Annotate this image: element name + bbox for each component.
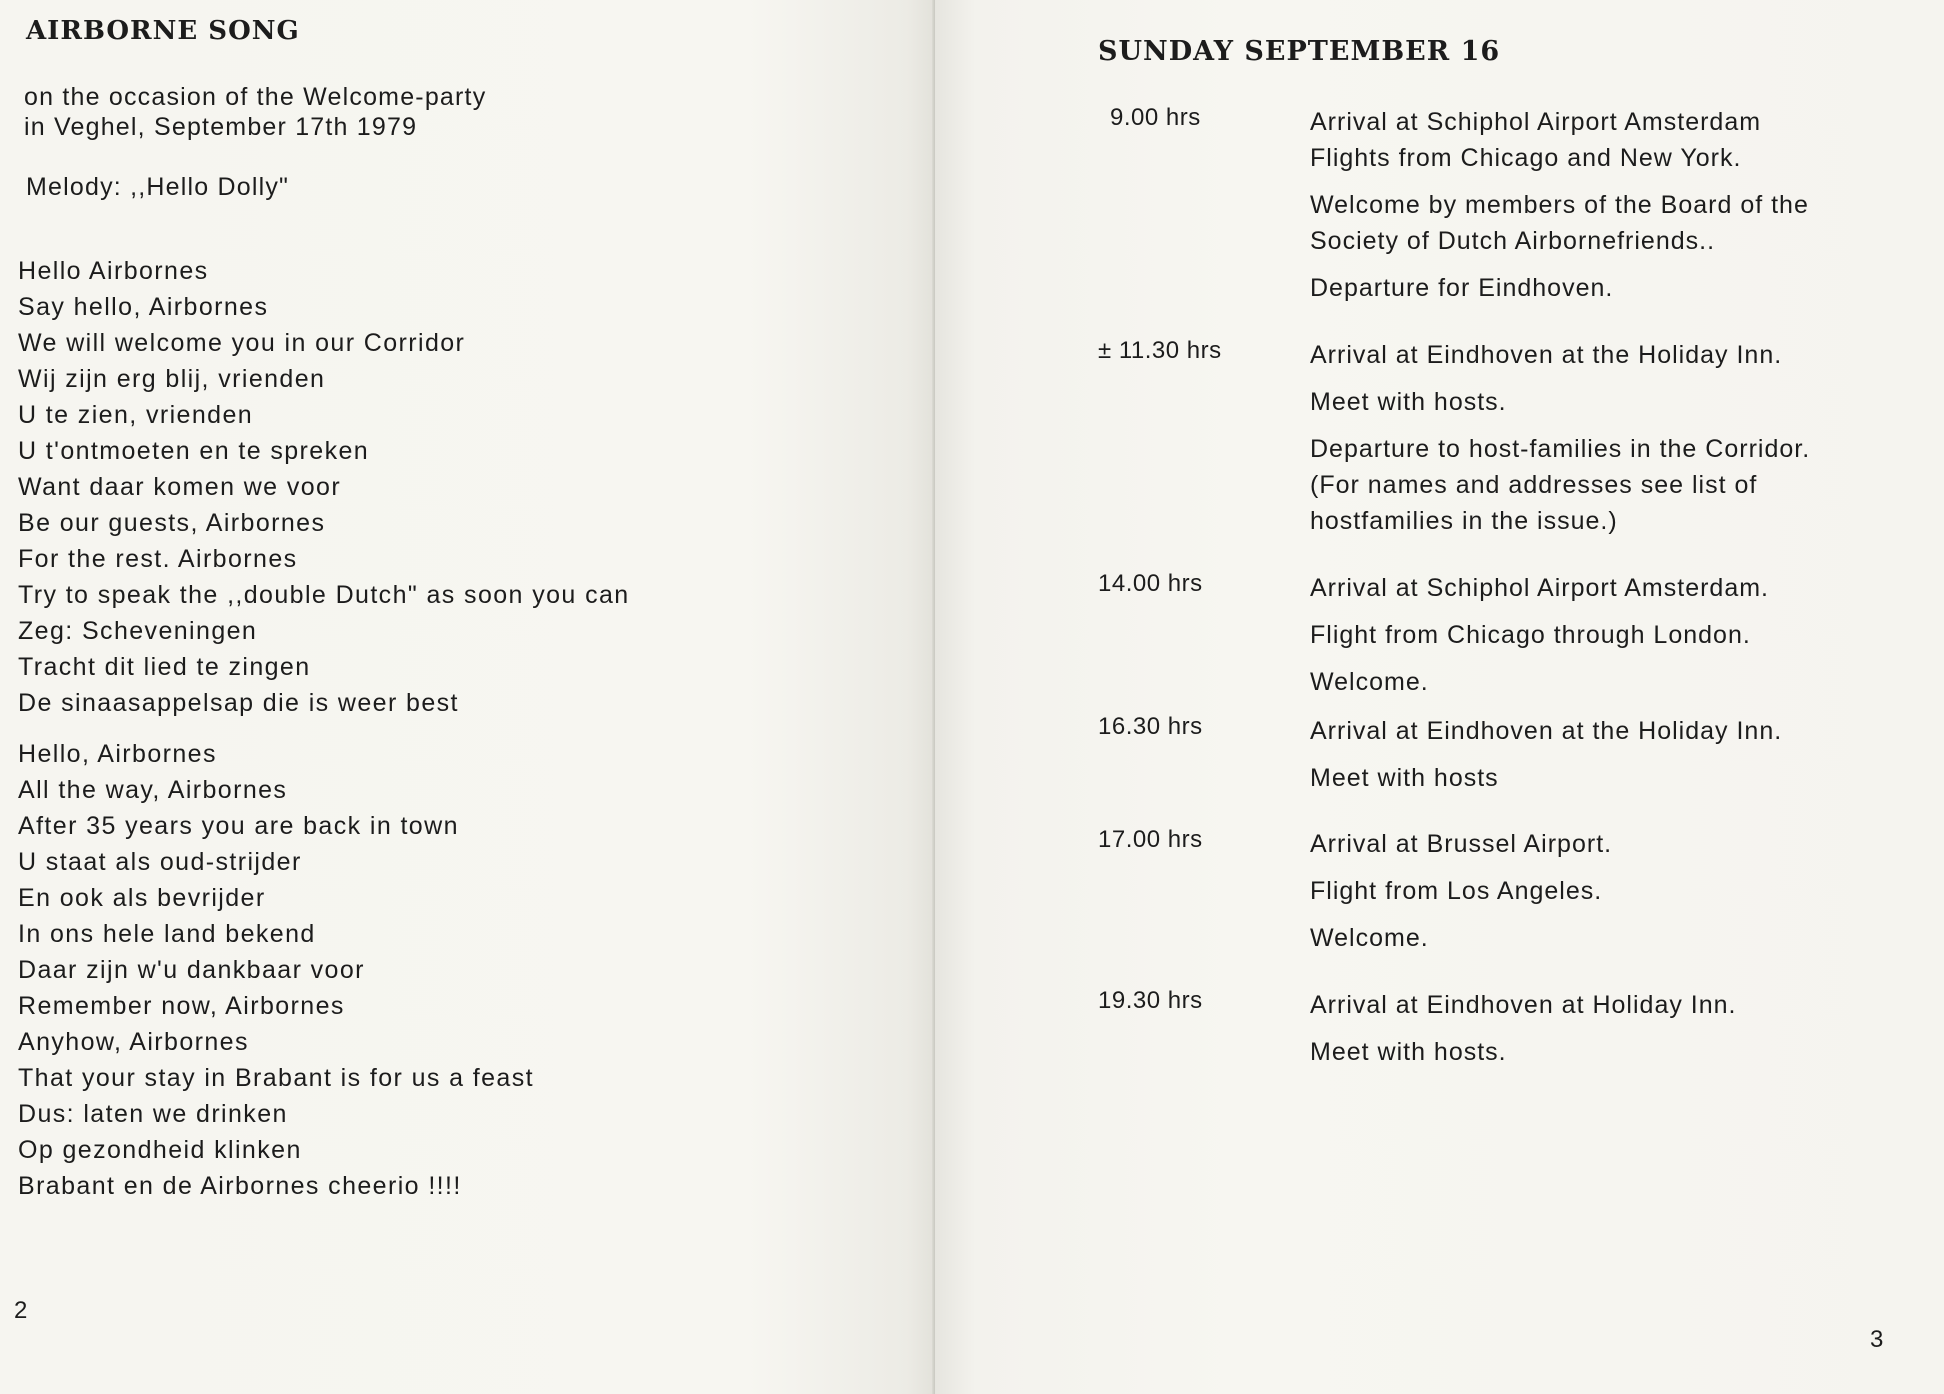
entry-line: Welcome. xyxy=(1310,924,1429,952)
entry-line: Meet with hosts. xyxy=(1310,388,1507,416)
lyric-line: All the way, Airbornes xyxy=(18,776,288,804)
entry-item xyxy=(1310,760,1944,796)
entry-items xyxy=(1310,104,1944,317)
occasion-text xyxy=(24,82,486,142)
entry-items xyxy=(1310,713,1944,807)
entry-line: Flight from Chicago through London. xyxy=(1310,621,1751,649)
entry-items xyxy=(1310,826,1944,967)
page-number: 2 xyxy=(14,1297,28,1324)
entry-item xyxy=(1310,570,1944,606)
song-title: AIRBORNE SONG xyxy=(26,16,300,46)
lyric-line: U t'ontmoeten en te spreken xyxy=(18,437,370,465)
entry-line: Flights from Chicago and New York. xyxy=(1310,144,1742,172)
entry-time: 9.00 hrs xyxy=(1110,104,1201,131)
lyric-line: Want daar komen we voor xyxy=(18,473,342,501)
lyric-line: Op gezondheid klinken xyxy=(18,1136,302,1164)
entry-item xyxy=(1310,431,1944,539)
entry-line: Arrival at Eindhoven at the Holiday Inn. xyxy=(1310,341,1783,369)
entry-line: Flight from Los Angeles. xyxy=(1310,877,1603,905)
entry-line: Arrival at Schiphol Airport Amsterdam xyxy=(1310,108,1762,136)
lyric-line: U staat als oud-strijder xyxy=(18,848,302,876)
lyric-line: Dus: laten we drinken xyxy=(18,1100,288,1128)
entry-item xyxy=(1310,187,1944,259)
entry-line: Departure to host-families in the Corridor. xyxy=(1310,435,1811,463)
stanza-1 xyxy=(18,253,898,721)
lyric-line: En ook als bevrijder xyxy=(18,884,266,912)
entry-item xyxy=(1310,920,1944,956)
entry-items xyxy=(1310,987,1944,1081)
entry-item xyxy=(1310,104,1944,176)
entry-item xyxy=(1310,384,1944,420)
entry-line: Arrival at Brussel Airport. xyxy=(1310,830,1613,858)
lyric-line: That your stay in Brabant is for us a feast xyxy=(18,1064,534,1092)
lyric-line: After 35 years you are back in town xyxy=(18,812,459,840)
lyric-line: For the rest. Airbornes xyxy=(18,545,298,573)
entry-items xyxy=(1310,337,1944,550)
lyric-line: Anyhow, Airbornes xyxy=(18,1028,249,1056)
entry-line: Arrival at Eindhoven at Holiday Inn. xyxy=(1310,991,1737,1019)
entry-item xyxy=(1310,1034,1944,1070)
occasion-line: on the occasion of the Welcome-party xyxy=(24,83,487,111)
stanza-2 xyxy=(18,736,898,1204)
lyric-line: Tracht dit lied te zingen xyxy=(18,653,311,681)
lyric-line: Zeg: Scheveningen xyxy=(18,617,258,645)
lyric-line: Try to speak the ,,double Dutch" as soon you can xyxy=(18,581,630,609)
lyric-line: In ons hele land bekend xyxy=(18,920,316,948)
entry-line: hostfamilies in the issue.) xyxy=(1310,507,1618,535)
entry-item xyxy=(1310,664,1944,700)
lyric-line: Brabant en de Airbornes cheerio !!!! xyxy=(18,1172,462,1200)
entry-line: Welcome by members of the Board of the xyxy=(1310,191,1809,219)
entry-time: 14.00 hrs xyxy=(1098,570,1203,597)
entry-item xyxy=(1310,337,1944,373)
entry-line: Departure for Eindhoven. xyxy=(1310,274,1614,302)
lyric-line: We will welcome you in our Corridor xyxy=(18,329,466,357)
entry-line: (For names and addresses see list of xyxy=(1310,471,1758,499)
entry-line: Meet with hosts xyxy=(1310,764,1499,792)
entry-item xyxy=(1310,270,1944,306)
entry-line: Meet with hosts. xyxy=(1310,1038,1507,1066)
left-page xyxy=(0,0,935,1394)
entry-line: Arrival at Schiphol Airport Amsterdam. xyxy=(1310,574,1769,602)
entry-time: 19.30 hrs xyxy=(1098,987,1203,1014)
lyric-line: Wij zijn erg blij, vrienden xyxy=(18,365,326,393)
entry-time: 16.30 hrs xyxy=(1098,713,1203,740)
entry-item xyxy=(1310,987,1944,1023)
lyric-line: U te zien, vrienden xyxy=(18,401,254,429)
page-number: 3 xyxy=(1870,1326,1884,1353)
lyric-line: De sinaasappelsap die is weer best xyxy=(18,689,459,717)
entry-item xyxy=(1310,826,1944,862)
lyric-line: Hello Airbornes xyxy=(18,257,209,285)
entry-items xyxy=(1310,570,1944,711)
entry-time: 17.00 hrs xyxy=(1098,826,1203,853)
occasion-line: in Veghel, September 17th 1979 xyxy=(24,113,418,141)
day-heading: SUNDAY SEPTEMBER 16 xyxy=(1098,36,1501,67)
lyric-line: Be our guests, Airbornes xyxy=(18,509,326,537)
lyric-line: Say hello, Airbornes xyxy=(18,293,269,321)
lyric-line: Daar zijn w'u dankbaar voor xyxy=(18,956,365,984)
entry-item xyxy=(1310,617,1944,653)
entry-line: Welcome. xyxy=(1310,668,1429,696)
entry-item xyxy=(1310,873,1944,909)
entry-line: Arrival at Eindhoven at the Holiday Inn. xyxy=(1310,717,1783,745)
melody-line: Melody: ,,Hello Dolly" xyxy=(26,173,290,201)
entry-time: ± 11.30 hrs xyxy=(1098,337,1222,364)
lyric-line: Hello, Airbornes xyxy=(18,740,217,768)
lyric-line: Remember now, Airbornes xyxy=(18,992,345,1020)
entry-line: Society of Dutch Airbornefriends.. xyxy=(1310,227,1716,255)
entry-item xyxy=(1310,713,1944,749)
